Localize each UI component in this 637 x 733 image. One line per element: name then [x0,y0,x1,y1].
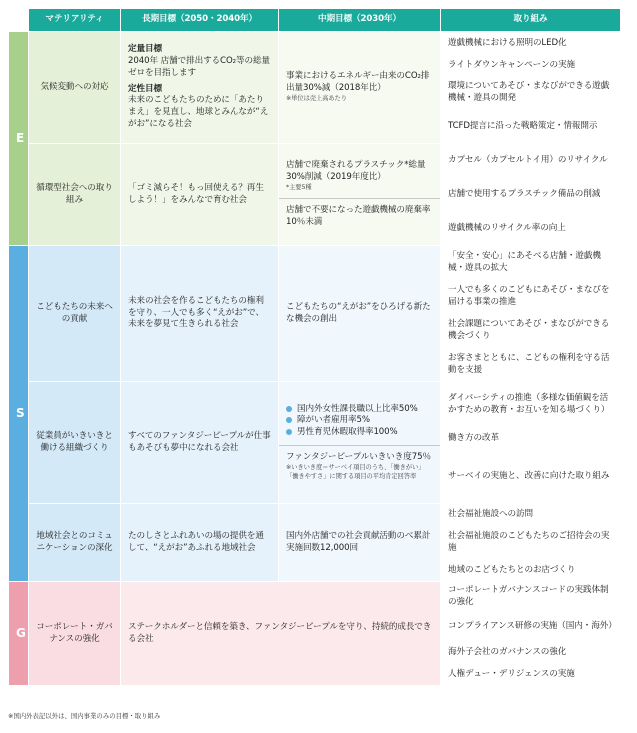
mid-term-climate-note: ※単位は売上高あたり [286,95,347,103]
mid-term-circular-text-1: 店舗で廃棄されるプラスチック*総量30%削減（2019年度比） [286,159,426,182]
action-safe-stores: 「安全・安心」にあそべる店舗・遊戯機械・遊具の拡大 [441,246,621,280]
mid-term-circular [279,144,441,246]
table-header-row [9,9,621,32]
action-cg-code: コーポレートガバナンスコードの実践体制の強化 [441,582,621,612]
long-term-climate [121,32,279,144]
list-item: 男性育児休暇取得率100% [286,427,433,439]
action-diversity: ダイバーシティの推進（多様な価値観を活かすための教育・お互いを知る場づくり） [441,382,621,428]
mid-term-employees-text-2: ファンタジーピープルいきいき度75％ [286,452,432,463]
materiality-children: こどもたちの未来への貢献 [29,246,121,382]
header-long-term: 長期目標（2050・2040年） [121,9,279,32]
category-g-letter: G [9,582,29,686]
long-term-employees: すべてのファンタジーピープルが仕事もあそびも夢中になれる会社 [121,382,279,504]
action-work-style: 働き方の改革 [441,428,621,450]
category-e-letter: E [9,32,29,246]
list-item: 国内外女性課長職以上比率50% [286,404,433,416]
bullet-dot-icon [286,406,292,412]
mid-term-divider [279,198,440,199]
materiality-circular: 循環型社会への取り組み [29,144,121,246]
long-term-circular: 「ゴミ減らそ！もっ回使える？再生しよう！」をみんなで育む社会 [121,144,279,246]
action-invitation: 社会福祉施設のこどもたちのご招待会の実施 [441,526,621,560]
action-tcfd: TCFD提言に沿った戦略策定・情報開示 [441,110,621,144]
materiality-employees: 従業員がいきいきと働ける組織づくり [29,382,121,504]
header-mid-term: 中期目標（2030年） [279,9,441,32]
long-term-community: たのしさとふれあいの場の提供を通して、“えがお”あふれる地域社会 [121,504,279,582]
action-plastic: 店舗で使用するプラスチック備品の削減 [441,178,621,212]
header-actions: 取り組み [441,9,621,32]
long-term-qual-label: 定性目標 [128,83,162,94]
long-term-children: 未来の社会を作るこどもたちの権利を守り、一人でも多く“えがお”で、未来を夢見て生きられる社会 [121,246,279,382]
action-subsidiary: 海外子会社のガバナンスの強化 [441,642,621,664]
materiality-community: 地域社会とのコミュニケーションの深化 [29,504,121,582]
mid-term-climate-text: 事業におけるエネルギー由来のCO₂排出量30%減（2018年比） [286,71,430,94]
mid-term-employees-note: ※いきいき度＝サーベイ項目のうち、「働きがい」「働きやすさ」に関する項目の平均肯定回答率 [286,464,425,480]
materiality-climate: 気候変動への対応 [29,32,121,144]
action-led: 遊戯機械における照明のLED化 [441,32,621,56]
long-term-qual-text: 未来のこどもたちのために「あたりまえ」を見直し、地球とみんなが“えがお”になる社会 [128,95,269,130]
long-term-quant-text: 2040年 店舗で排出するCO₂等の総量ゼロを目指します [128,55,270,78]
action-child-rights: お客さまとともに、こどもの権利を守る活動を支援 [441,348,621,382]
action-lightdown: ライトダウンキャンペーンの実施 [441,56,621,76]
mid-term-circular-text-2: 店舗で不要になった遊戯機械の廃棄率10％未満 [286,205,431,228]
mid-term-employees-bullets [286,404,433,440]
action-facility-visit: 社会福祉施設への訪問 [441,504,621,526]
action-human-rights: 人権デュー・デリジェンスの実施 [441,664,621,686]
action-compliance: コンプライアンス研修の実施（国内・海外） [441,612,621,642]
action-recycle: 遊戯機械のリサイクル率の向上 [441,212,621,246]
action-social-issues: 社会課題についてあそび・まなびができる機会づくり [441,314,621,348]
header-materiality: マテリアリティ [29,9,121,32]
mid-term-employees [279,382,441,504]
mid-term-divider [279,445,440,446]
action-env-play: 環境についてあそび・まなびができる遊戯機械・遊具の開発 [441,76,621,110]
action-survey: サーベイの実施と、改善に向けた取り組み [441,450,621,504]
long-term-quant-label: 定量目標 [128,43,162,54]
mid-term-community: 国内外店舗での社会貢献活動のべ累計実施回数12,000回 [279,504,441,582]
materiality-table [8,8,621,686]
mid-term-children: こどもたちの“えがお”をひろげる新たな機会の創出 [279,246,441,382]
mid-term-climate [279,32,441,144]
list-item: 障がい者雇用率5% [286,415,433,427]
header-blank-cell [9,9,29,32]
bullet-dot-icon [286,429,292,435]
bullet-dot-icon [286,417,292,423]
mid-term-circular-note: *主要5種 [286,183,312,191]
action-reach-children: 一人でも多くのこどもにあそび・まなびを届ける事業の推進 [441,280,621,314]
footnote: ※国内外表記以外は、国内事業のみの目標・取り組み [8,712,161,720]
category-s-letter: S [9,246,29,582]
materiality-governance: コーポレート・ガバナンスの強化 [29,582,121,686]
action-capsule: カプセル（カプセルトイ用）のリサイクル [441,144,621,178]
action-local-stores: 地域のこどもたちとのお店づくり [441,560,621,582]
long-term-governance: ステークホルダーと信頼を築き、ファンタジーピープルを守り、持続的成長できる会社 [121,582,441,686]
